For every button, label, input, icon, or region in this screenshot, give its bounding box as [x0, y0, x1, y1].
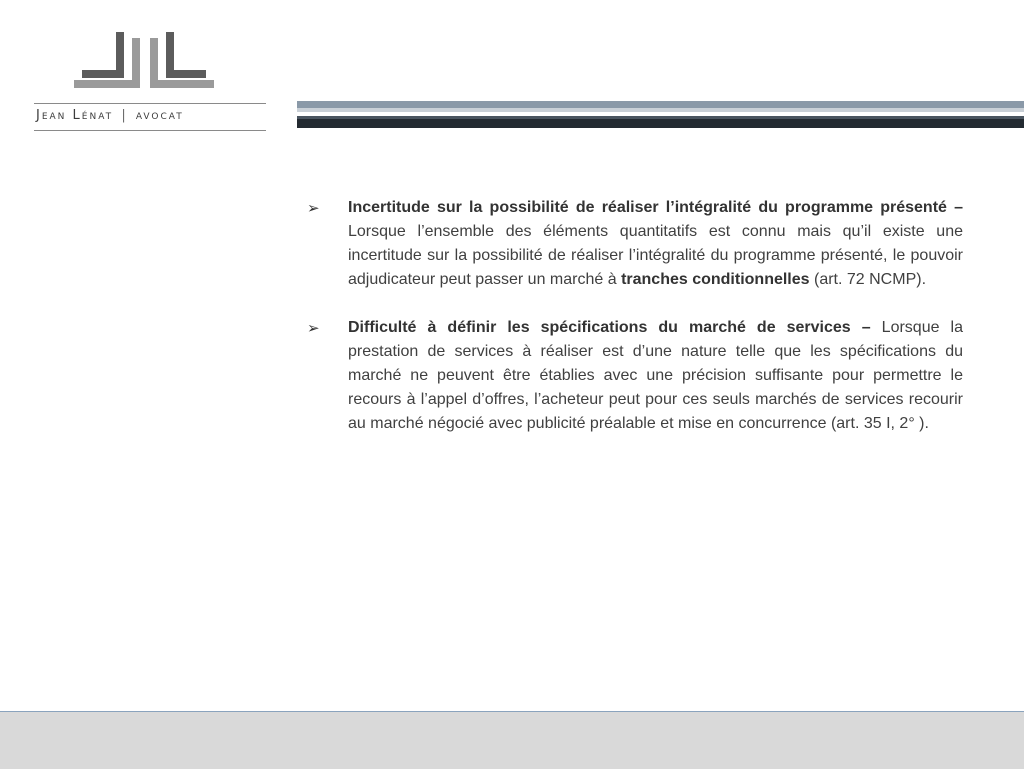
- arrow-bullet-icon: ➢: [307, 199, 320, 217]
- logo-title: avocat: [135, 108, 184, 123]
- list-item-text: [348, 196, 963, 292]
- header-bar: [297, 101, 1024, 108]
- logo-mark-icon: [74, 32, 214, 92]
- list-item-heading: Incertitude sur la possibilité de réaliser l’intégralité du programme présenté –: [348, 199, 963, 216]
- list-item-heading: Difficulté à définir les spécifications du marché de services –: [348, 319, 871, 336]
- list-item-text: [348, 316, 963, 436]
- header-bars: [297, 101, 1024, 131]
- logo-separator: |: [121, 108, 128, 123]
- logo-name: Jean Lénat: [36, 108, 114, 123]
- arrow-bullet-icon: ➢: [307, 319, 320, 337]
- header-bar: [297, 119, 1024, 128]
- list-item: [307, 316, 963, 436]
- logo: [34, 32, 266, 134]
- list-item-emphasis: tranches conditionnelles: [621, 271, 810, 288]
- bullet-list: [307, 196, 963, 460]
- footer-band: [0, 711, 1024, 769]
- list-item-body: Lorsque l’ensemble des éléments quantitatifs est connu mais qu’il existe une incertitude sur la possibilité de réaliser l’intégralité du programme présenté, le pouvoir adjudicateur peut passer un marché à: [348, 223, 963, 288]
- list-item-body-end: (art. 72 NCMP).: [809, 271, 927, 288]
- logo-bottom-rule: [34, 130, 266, 131]
- logo-wordmark: [36, 108, 266, 123]
- list-item: [307, 196, 963, 292]
- list-item-body: Lorsque la prestation de services à réaliser est d’une nature telle que les spécifications du marché ne peuvent être établies avec une précision suffisante pour permettre le recours à l’appel d’offres, l’acheteur peut pour ces seuls marchés de services recourir au marché négocié avec publicité préalable et mise en concurrence (art. 35 I, 2° ).: [348, 319, 963, 432]
- logo-top-rule: [34, 103, 266, 104]
